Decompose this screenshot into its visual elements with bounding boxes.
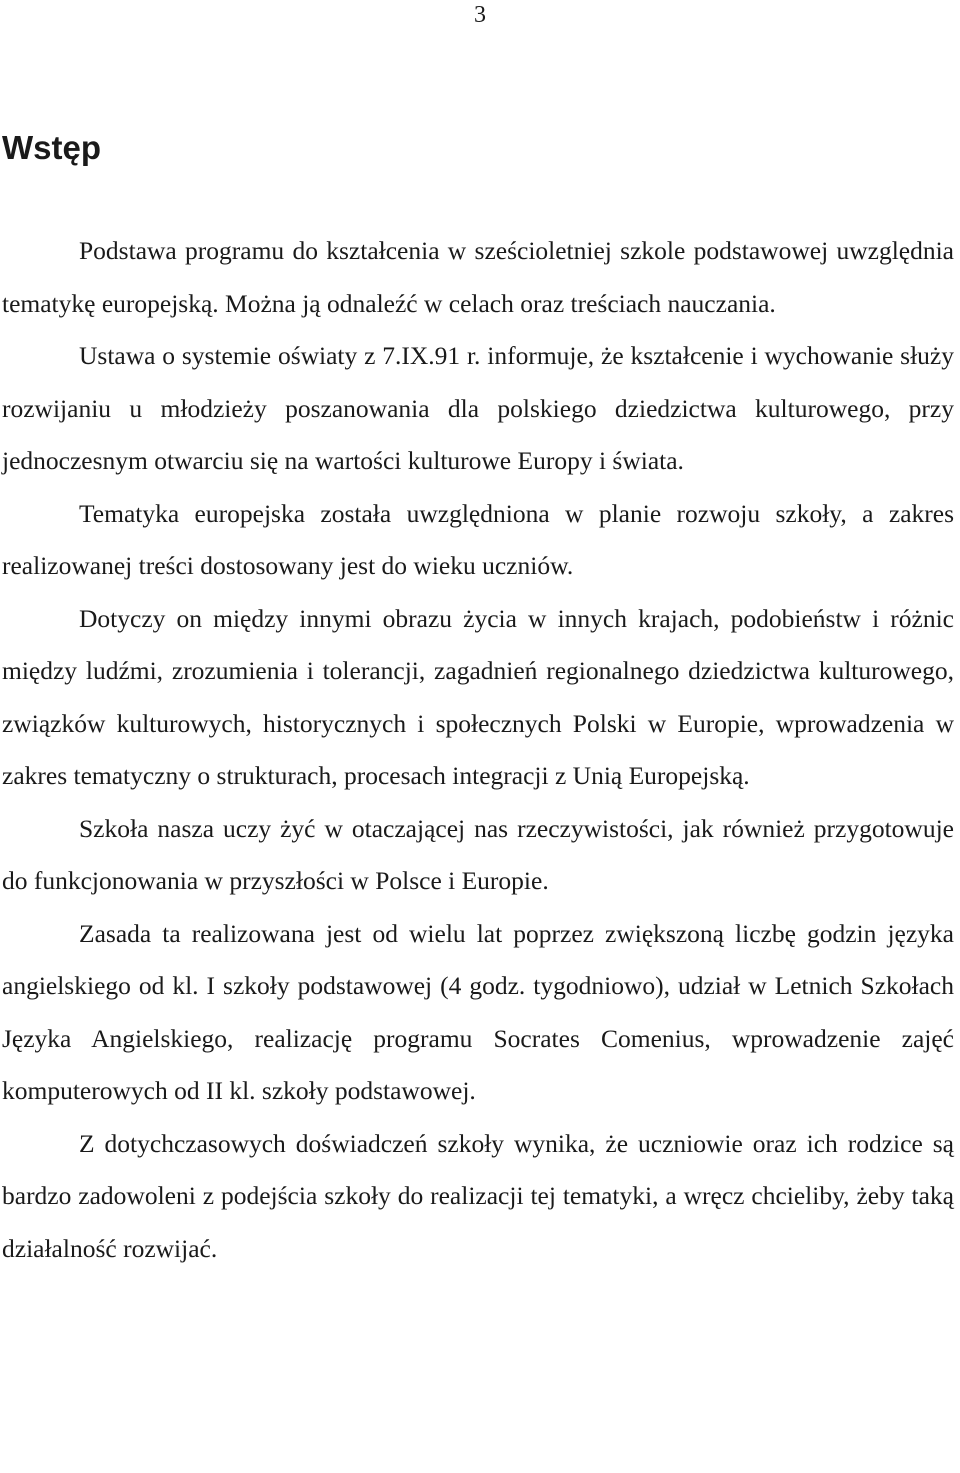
paragraph-topics: Dotyczy on między innymi obrazu życia w innych krajach, podobieństw i różnic między ludźmi, zrozumienia i tolerancji, zagadnień regionalnego dziedzictwa kulturowego, związków kulturowych, historycznych i społecznych Polski w Europie, wprowadzenia w zakres tematyczny o strukturach, procesach integracji z Unią Europejską. (2, 603, 954, 790)
paragraph-school-plan: Tematyka europejska została uwzględniona w planie rozwoju szkoły, a zakres realizowanej treści dostosowany jest do wieku uczniów. (2, 498, 954, 580)
paragraph-school-reality: Szkoła nasza uczy żyć w otaczającej nas rzeczywistości, jak również przygotowuje do funkcjonowania w przyszłości w Polsce i Europie. (2, 813, 954, 895)
paragraph-english-program: Zasada ta realizowana jest od wielu lat poprzez zwiększoną liczbę godzin języka angielskiego od kl. I szkoły podstawowej (4 godz. tygodniowo), udział w Letnich Szkołach Języka Angielskiego, realizację programu Socrates Comenius, wprowadzenie zajęć komputerowych od II kl. szkoły podstawowej. (2, 918, 954, 1105)
paragraph-curriculum: Podstawa programu do kształcenia w sześcioletniej szkole podstawowej uwzględnia tematykę europejską. Można ją odnaleźć w celach oraz treściach nauczania. (2, 236, 954, 318)
page-number: 3 (474, 2, 486, 28)
section-heading: Wstęp (2, 129, 101, 166)
document-body (2, 225, 954, 1275)
paragraph-experience: Z dotychczasowych doświadczeń szkoły wynika, że uczniowie oraz ich rodzice są bardzo zadowoleni z podejścia szkoły do realizacji tej tematyki, a wręcz chcieliby, żeby taką działalność rozwijać. (2, 1128, 954, 1263)
paragraph-education-act: Ustawa o systemie oświaty z 7.IX.91 r. informuje, że kształcenie i wychowanie służy rozwijaniu u młodzieży poszanowania dla polskiego dziedzictwa kulturowego, przy jednoczesnym otwarciu się na wartości kulturowe Europy i świata. (2, 341, 954, 475)
